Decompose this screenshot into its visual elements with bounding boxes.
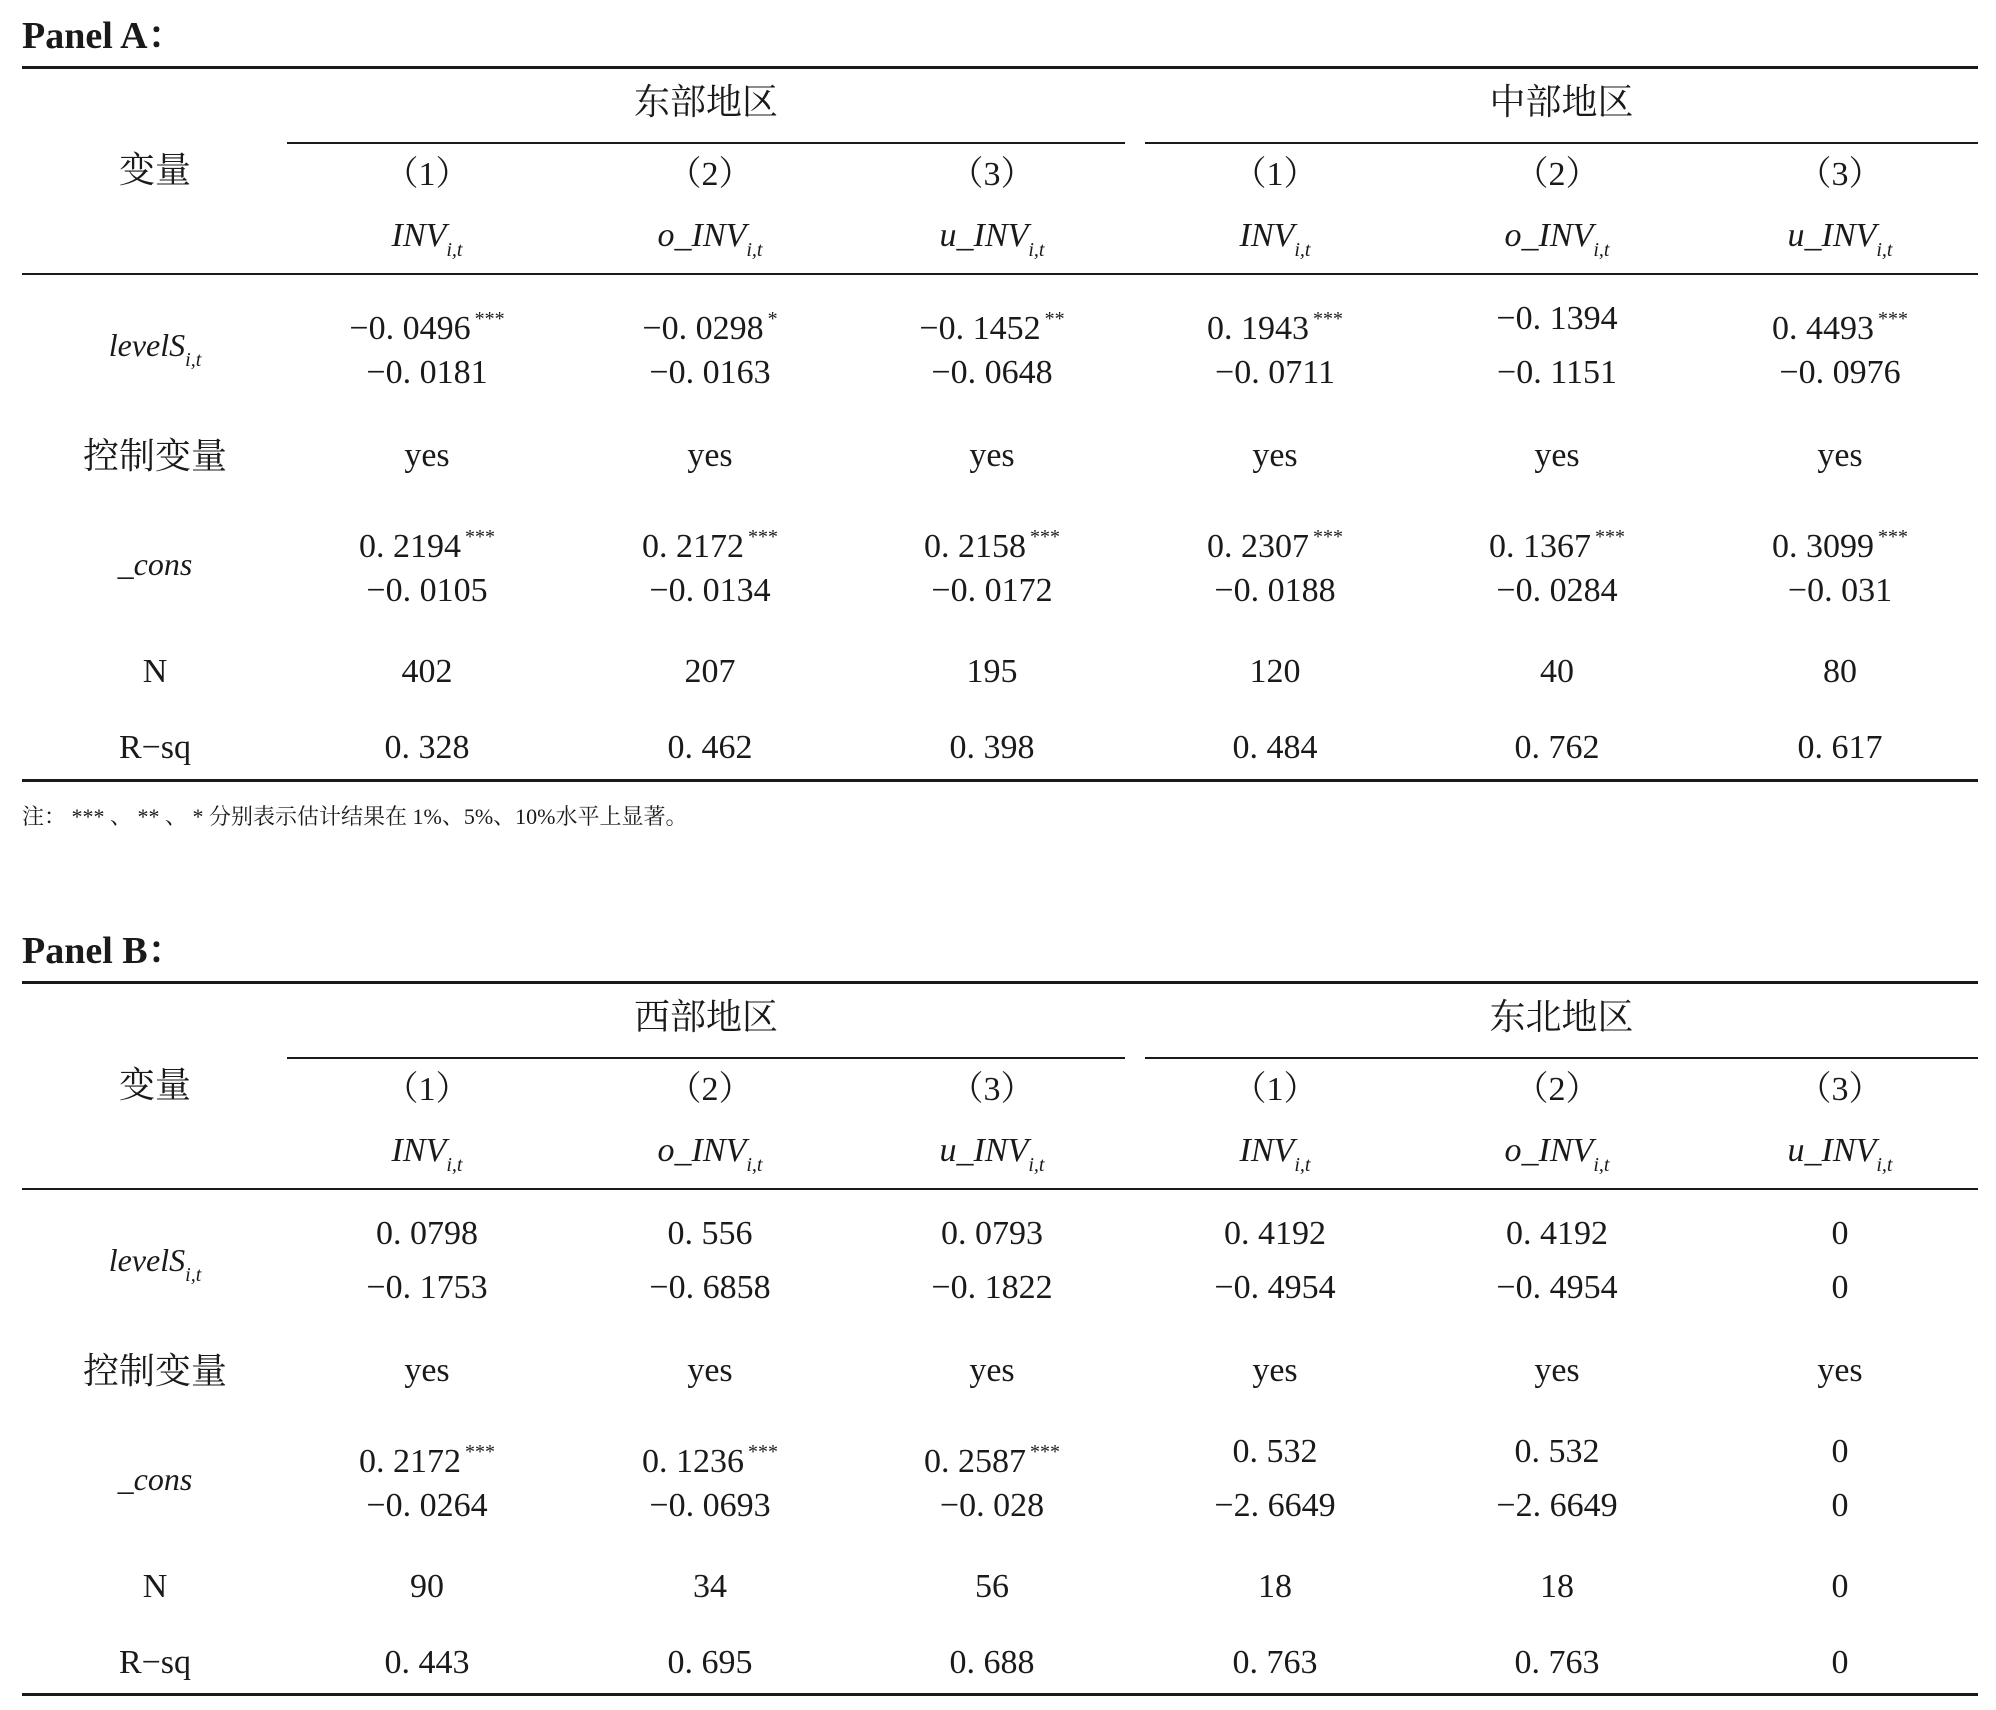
rsq-value: 0. 484 <box>1232 729 1318 766</box>
se-levelS: −0. 0648 <box>931 354 1053 391</box>
column-number: （2） <box>1514 1071 1600 1108</box>
significance-stars: *** <box>1030 1441 1060 1463</box>
dep-var-name: INV <box>391 217 447 254</box>
rsq-value: 0. 398 <box>949 729 1035 766</box>
n-value: 40 <box>1540 653 1574 690</box>
controls-value: yes <box>969 1352 1015 1389</box>
coef-cons <box>1233 1432 1318 1472</box>
se-cons: −0. 0134 <box>649 572 771 609</box>
coef-cons <box>924 517 1060 567</box>
significance-stars: ** <box>1044 308 1065 330</box>
se-cons: −0. 0105 <box>366 572 488 609</box>
significance-stars: *** <box>1030 526 1060 548</box>
row-label-cons: _cons <box>117 546 193 582</box>
dep-var-name: o_INV <box>1504 217 1594 254</box>
n-value: 120 <box>1249 653 1301 690</box>
coef-value: 0. 3099 <box>1772 528 1874 565</box>
controls-value: yes <box>1534 1352 1580 1389</box>
coef-cons <box>359 1432 495 1482</box>
dep-var-subscript: i,t <box>1593 239 1610 261</box>
dep-var-name: o_INV <box>1504 1132 1594 1169</box>
n-value: 195 <box>966 653 1018 690</box>
se-cons: −0. 028 <box>939 1487 1045 1524</box>
levelS-subscript: i,t <box>185 1264 202 1286</box>
column-number: （1） <box>1232 1071 1318 1108</box>
coef-value: 0. 0793 <box>941 1215 1043 1252</box>
se-cons: −0. 0188 <box>1214 572 1336 609</box>
n-value: 18 <box>1258 1568 1292 1605</box>
coef-levelS <box>376 1214 478 1254</box>
coef-levelS <box>642 299 777 349</box>
group-underline <box>1145 142 1978 144</box>
significance-stars: *** <box>1878 308 1908 330</box>
dependent-variable <box>1505 1131 1610 1185</box>
coef-cons <box>1772 517 1908 567</box>
row-label-rsq: R−sq <box>118 729 192 766</box>
se-levelS: −0. 4954 <box>1496 1269 1618 1306</box>
dep-var-name: u_INV <box>1787 1132 1877 1169</box>
dep-var-subscript: i,t <box>1294 239 1311 261</box>
dep-var-name: u_INV <box>1787 217 1877 254</box>
controls-value: yes <box>969 437 1015 474</box>
column-number: （1） <box>384 156 470 193</box>
controls-value: yes <box>687 437 733 474</box>
se-cons: −2. 6649 <box>1496 1487 1618 1524</box>
coef-value: 0. 4192 <box>1506 1215 1608 1252</box>
coef-levelS <box>1832 1214 1849 1254</box>
coef-cons <box>1207 517 1343 567</box>
row-label-levelS <box>109 325 202 380</box>
controls-value: yes <box>1817 1352 1863 1389</box>
se-cons: −0. 0264 <box>366 1487 488 1524</box>
group-underline <box>287 142 1125 144</box>
se-levelS: −0. 0976 <box>1779 354 1901 391</box>
levelS-name: levelS <box>108 1242 186 1278</box>
bottom-rule <box>22 1693 1978 1696</box>
column-number: （2） <box>1514 156 1600 193</box>
coef-value: 0. 0798 <box>376 1215 478 1252</box>
dep-var-subscript: i,t <box>1876 1154 1893 1176</box>
se-levelS: −0. 0181 <box>366 354 488 391</box>
se-cons: 0 <box>1831 1487 1849 1524</box>
rsq-value: 0. 617 <box>1797 729 1883 766</box>
coef-value: 0. 556 <box>667 1215 753 1252</box>
row-label-rsq: R−sq <box>118 1644 192 1681</box>
significance-stars: *** <box>1878 526 1908 548</box>
coef-levelS <box>1496 299 1617 339</box>
dependent-variable <box>1788 1131 1893 1185</box>
se-levelS: −0. 1753 <box>366 1269 488 1306</box>
dep-var-subscript: i,t <box>446 239 463 261</box>
group-header: 中部地区 <box>1489 82 1634 122</box>
panel-title: Panel A： <box>22 15 186 57</box>
rsq-value: 0. 328 <box>384 729 470 766</box>
table-note: 注： *** 、 ** 、 * 分别表示估计结果在 1%、5%、10%水平上显著。 <box>22 804 688 829</box>
se-levelS: −0. 4954 <box>1214 1269 1336 1306</box>
se-levelS: −0. 0711 <box>1215 354 1335 391</box>
coef-levelS <box>1224 1214 1326 1254</box>
dep-var-name: INV <box>391 1132 447 1169</box>
group-header: 西部地区 <box>633 997 779 1037</box>
rsq-value: 0. 763 <box>1232 1644 1318 1681</box>
dependent-variable <box>392 216 463 270</box>
column-number: （3） <box>1797 1071 1883 1108</box>
dependent-variable <box>940 1131 1045 1185</box>
coef-value: 0. 532 <box>1232 1433 1318 1470</box>
significance-stars: *** <box>1313 308 1343 330</box>
group-underline <box>1145 1057 1978 1059</box>
significance-stars: *** <box>465 1441 495 1463</box>
controls-value: yes <box>1534 437 1580 474</box>
se-levelS: −0. 0163 <box>649 354 771 391</box>
group-header: 东部地区 <box>633 82 779 122</box>
significance-stars: *** <box>465 526 495 548</box>
row-label-n: N <box>142 653 168 690</box>
significance-stars: *** <box>1595 526 1625 548</box>
coef-value: −0. 1394 <box>1496 300 1618 337</box>
se-levelS: −0. 1822 <box>931 1269 1053 1306</box>
rsq-value: 0. 462 <box>667 729 753 766</box>
column-number: （2） <box>667 1071 753 1108</box>
dependent-variable <box>1788 216 1893 270</box>
coef-value: −0. 1452 <box>919 310 1041 347</box>
rsq-value: 0. 763 <box>1514 1644 1600 1681</box>
controls-value: yes <box>687 1352 733 1389</box>
se-cons: −0. 031 <box>1787 572 1893 609</box>
n-value: 18 <box>1540 1568 1574 1605</box>
se-cons: −2. 6649 <box>1214 1487 1336 1524</box>
se-levelS: −0. 6858 <box>649 1269 771 1306</box>
n-value: 34 <box>693 1568 727 1605</box>
dependent-variable <box>658 1131 763 1185</box>
column-number: （1） <box>384 1071 470 1108</box>
controls-value: yes <box>404 437 450 474</box>
coef-value: 0. 2172 <box>642 528 744 565</box>
dep-var-name: o_INV <box>657 1132 747 1169</box>
row-label-levelS <box>109 1240 202 1295</box>
coef-value: 0. 1236 <box>642 1443 744 1480</box>
coef-value: 0. 4493 <box>1772 310 1874 347</box>
significance-stars: *** <box>474 308 505 330</box>
coef-value: 0. 2587 <box>924 1443 1026 1480</box>
dep-var-subscript: i,t <box>1294 1154 1311 1176</box>
levelS-subscript: i,t <box>185 349 202 371</box>
coef-value: −0. 0496 <box>349 310 471 347</box>
coef-cons <box>642 517 778 567</box>
variable-header: 变量 <box>118 150 192 190</box>
se-cons: −0. 0693 <box>649 1487 771 1524</box>
significance-stars: *** <box>1313 526 1343 548</box>
coef-value: 0. 2172 <box>359 1443 461 1480</box>
header-rule <box>22 1188 1978 1190</box>
se-levelS: 0 <box>1831 1269 1849 1306</box>
row-label-cons: _cons <box>117 1461 193 1497</box>
coef-cons <box>642 1432 778 1482</box>
significance-stars: *** <box>748 1441 778 1463</box>
dependent-variable <box>658 216 763 270</box>
coef-value: 0. 1943 <box>1207 310 1309 347</box>
coef-value: 0 <box>1831 1433 1849 1470</box>
dep-var-subscript: i,t <box>1028 1154 1045 1176</box>
coef-value: 0. 1367 <box>1489 528 1591 565</box>
rsq-value: 0. 688 <box>949 1644 1035 1681</box>
controls-value: yes <box>1252 1352 1298 1389</box>
se-cons: −0. 0284 <box>1496 572 1618 609</box>
rsq-value: 0 <box>1831 1644 1849 1681</box>
dep-var-subscript: i,t <box>446 1154 463 1176</box>
column-number: （3） <box>1797 156 1883 193</box>
n-value: 0 <box>1831 1568 1849 1605</box>
n-value: 90 <box>410 1568 444 1605</box>
dependent-variable <box>392 1131 463 1185</box>
coef-value: −0. 0298 <box>642 310 764 347</box>
coef-levelS <box>1207 299 1343 349</box>
coef-cons <box>359 517 495 567</box>
header-rule <box>22 273 1978 275</box>
rsq-value: 0. 762 <box>1514 729 1600 766</box>
coef-value: 0. 2158 <box>924 528 1026 565</box>
n-value: 56 <box>975 1568 1009 1605</box>
dep-var-name: u_INV <box>939 217 1029 254</box>
significance-stars: *** <box>748 526 778 548</box>
coef-cons <box>924 1432 1060 1482</box>
column-number: （3） <box>949 156 1035 193</box>
n-value: 207 <box>684 653 736 690</box>
dep-var-name: o_INV <box>657 217 747 254</box>
dependent-variable <box>1240 1131 1311 1185</box>
coef-levelS <box>941 1214 1043 1254</box>
coef-value: 0. 2194 <box>359 528 461 565</box>
coef-cons <box>1832 1432 1849 1472</box>
rsq-value: 0. 443 <box>384 1644 470 1681</box>
panel-title: Panel B： <box>22 930 186 972</box>
controls-value: yes <box>1817 437 1863 474</box>
dep-var-subscript: i,t <box>1876 239 1893 261</box>
n-value: 80 <box>1823 653 1857 690</box>
variable-header: 变量 <box>118 1065 192 1105</box>
group-underline <box>287 1057 1125 1059</box>
dep-var-name: INV <box>1239 217 1295 254</box>
column-number: （2） <box>667 156 753 193</box>
se-cons: −0. 0172 <box>931 572 1053 609</box>
row-label-controls: 控制变量 <box>82 436 228 476</box>
coef-levelS <box>349 299 504 349</box>
dependent-variable <box>1240 216 1311 270</box>
row-label-controls: 控制变量 <box>82 1351 228 1391</box>
coef-levelS <box>1772 299 1908 349</box>
dep-var-name: INV <box>1239 1132 1295 1169</box>
row-label-n: N <box>142 1568 168 1605</box>
group-header: 东北地区 <box>1489 997 1634 1037</box>
dep-var-subscript: i,t <box>1593 1154 1610 1176</box>
coef-value: 0. 2307 <box>1207 528 1309 565</box>
se-levelS: −0. 1151 <box>1497 354 1617 391</box>
coef-cons <box>1489 517 1625 567</box>
dependent-variable <box>1505 216 1610 270</box>
dep-var-subscript: i,t <box>746 239 763 261</box>
coef-cons <box>1515 1432 1600 1472</box>
n-value: 402 <box>401 653 453 690</box>
coef-levelS <box>919 299 1064 349</box>
dep-var-subscript: i,t <box>746 1154 763 1176</box>
significance-stars: * <box>767 308 778 330</box>
dependent-variable <box>940 216 1045 270</box>
top-rule <box>22 981 1978 984</box>
coef-value: 0 <box>1831 1215 1849 1252</box>
coef-levelS <box>668 1214 753 1254</box>
top-rule <box>22 66 1978 69</box>
controls-value: yes <box>404 1352 450 1389</box>
column-number: （3） <box>949 1071 1035 1108</box>
coef-value: 0. 4192 <box>1224 1215 1326 1252</box>
levelS-name: levelS <box>108 327 186 363</box>
rsq-value: 0. 695 <box>667 1644 753 1681</box>
column-number: （1） <box>1232 156 1318 193</box>
bottom-rule <box>22 779 1978 782</box>
coef-levelS <box>1506 1214 1608 1254</box>
coef-value: 0. 532 <box>1514 1433 1600 1470</box>
dep-var-name: u_INV <box>939 1132 1029 1169</box>
dep-var-subscript: i,t <box>1028 239 1045 261</box>
controls-value: yes <box>1252 437 1298 474</box>
